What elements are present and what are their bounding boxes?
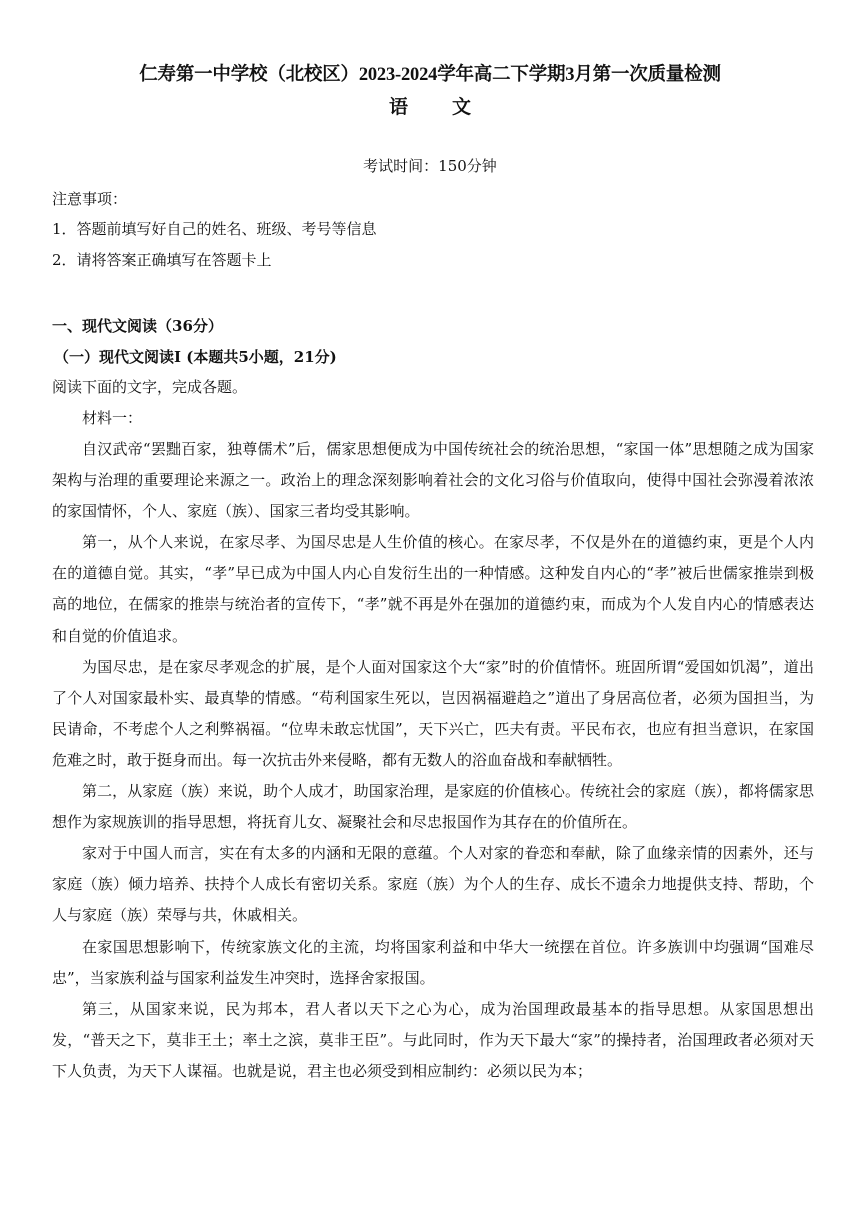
paragraph: 第二，从家庭（族）来说，助个人成才，助国家治理，是家庭的价值核心。传统社会的家庭（族），都将儒家思想作为家规族训的指导思想，将抚育儿女、凝聚社会和尽忠报国作为其存在的价值所在。 [52,782,814,832]
material-label: 材料一： [82,409,143,427]
paragraph: 家对于中国人而言，实在有太多的内涵和无限的意蕴。个人对家的眷恋和奉献，除了血缘亲情的因素外，还与家庭（族）倾力培养、扶持个人成长有密切关系。家庭（族）为个人的生存、成长不遗余力地提供支持、帮助，个人与家庭（族）荣辱与共，休戚相关。 [52,844,814,925]
subject-char-2: 文 [452,96,472,118]
passage-body [52,434,814,1087]
paragraph: 第一，从个人来说，在家尽孝、为国尽忠是人生价值的核心。在家尽孝，不仅是外在的道德约束，更是个人内在的道德自觉。其实，“孝”早已成为中国人内心自发衍生出的一种情感。这种发自内心的“孝”被后世儒家推崇到极高的地位，在儒家的推崇与统治者的宣传下，“孝”就不再是外在强加的道德约束，而成为个人发自内心的情感表达和自觉的价值追求。 [52,533,814,645]
paragraph: 第三，从国家来说，民为邦本，君人者以天下之心为心，成为治国理政最基本的指导思想。从家国思想出发，“普天之下，莫非王土；率土之滨，莫非王臣”。与此同时，作为天下最大“家”的操持者，治国理政者必须对天下人负责，为天下人谋福。也就是说，君主也必须受到相应制约：必须以民为本； [52,999,814,1080]
subject-char-1: 语 [388,96,408,118]
subject-heading [0,92,860,119]
exam-time: 考试时间：150分钟 [363,157,497,175]
notice-item-2: 2．请将答案正确填写在答题卡上 [52,251,272,269]
notice-heading: 注意事项： [52,190,128,208]
instruction-text: 阅读下面的文字，完成各题。 [52,378,248,396]
sub-section-heading: （一）现代文阅读I (本题共5小题，21分) [54,348,337,366]
paragraph: 为国尽忠，是在家尽孝观念的扩展，是个人面对国家这个大“家”时的价值情怀。班固所谓“爱国如饥渴”，道出了个人对国家最朴实、最真挚的情感。“苟利国家生死以，岂因祸福避趋之”道出了身居高位者，必须为国担当，为民请命，不考虑个人之利弊祸福。“位卑未敢忘忧国”，天下兴亡，匹夫有责。平民布衣，也应有担当意识，在家国危难之时，敢于挺身而出。每一次抗击外来侵略，都有无数人的浴血奋战和奉献牺牲。 [52,657,814,769]
notice-item-1: 1．答题前填写好自己的姓名、班级、考号等信息 [52,220,377,238]
section-heading: 一、现代文阅读（36分） [52,317,223,335]
paragraph: 自汉武帝“罢黜百家，独尊儒术”后，儒家思想便成为中国传统社会的统治思想，“家国一体”思想随之成为国家架构与治理的重要理论来源之一。政治上的理念深刻影响着社会的文化习俗与价值取向，使得中国社会弥漫着浓浓的家国情怀，个人、家庭（族）、国家三者均受其影响。 [52,440,814,521]
paragraph: 在家国思想影响下，传统家族文化的主流，均将国家利益和中华大一统摆在首位。许多族训中均强调“国难尽忠”，当家族利益与国家利益发生冲突时，选择舍家报国。 [52,937,814,987]
exam-title: 仁寿第一中学校（北校区）2023-2024学年高二下学期3月第一次质量检测 [139,65,721,85]
